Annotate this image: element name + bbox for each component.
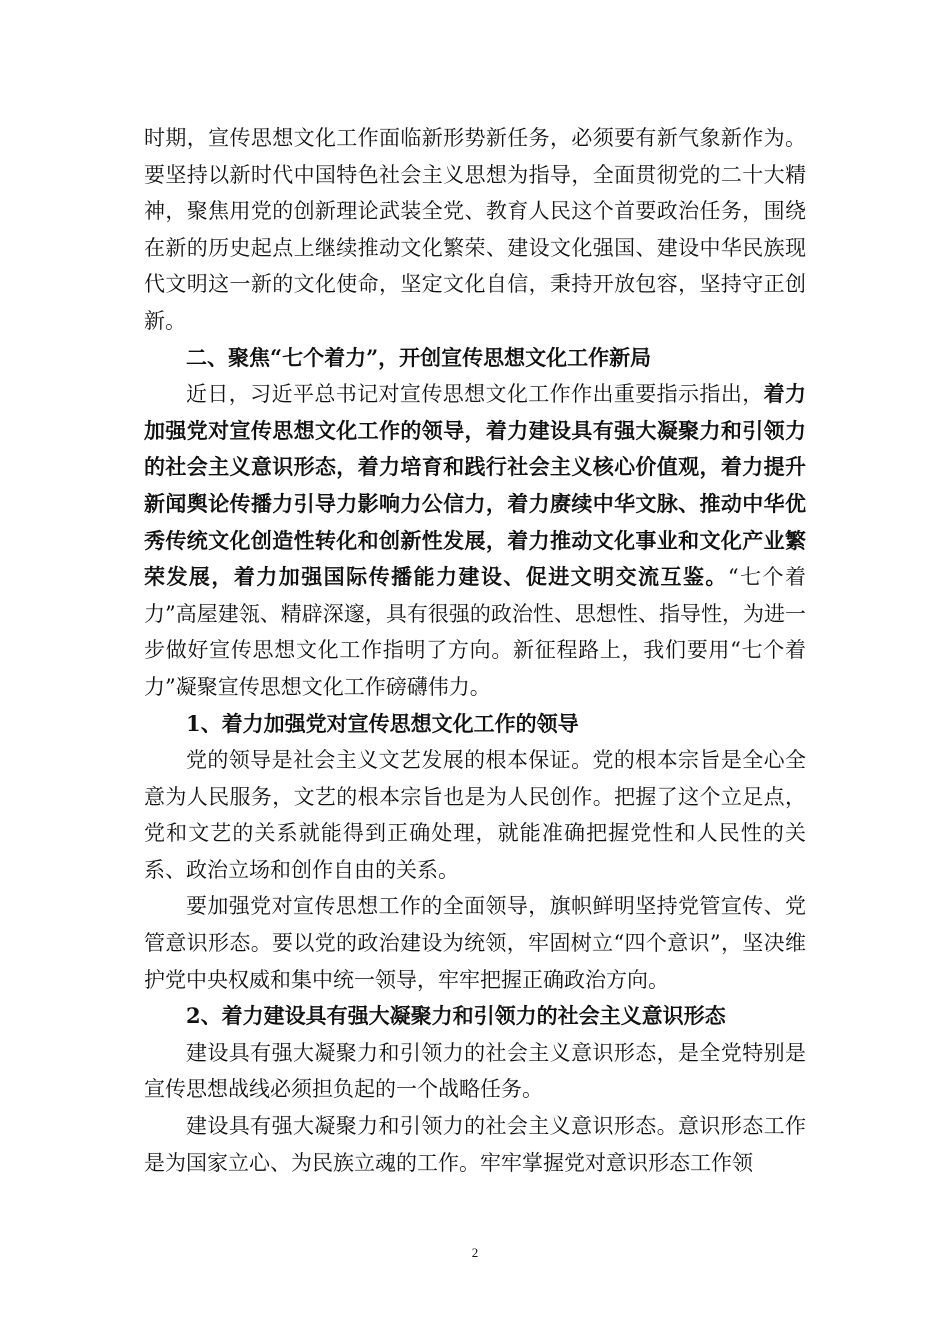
document-body (144, 120, 806, 1181)
paragraph: 要加强党对宣传思想工作的全面领导，旗帜鲜明坚持党管宣传、党管意识形态。要以党的政治建设为统领，牢固树立“四个意识”，坚决维护党中央权威和集中统一领导，牢牢把握正确政治方向。 (144, 894, 806, 992)
section-heading-2: 二、聚焦“七个着力”，开创宣传思想文化工作新局 (186, 344, 652, 370)
subheading-1: 1、着力加强党对宣传思想文化工作的领导 (186, 710, 579, 736)
page-number: 2 (471, 1245, 479, 1260)
paragraph-seven-efforts (144, 376, 806, 705)
paragraph: 党的领导是社会主义文艺发展的根本保证。党的根本宗旨是全心全意为人民服务，文艺的根本宗旨也是为人民创作。把握了这个立足点，党和文艺的关系就能得到正确处理，就能准确把握党性和人民性的关系、政治立场和创作自由的关系。 (144, 748, 806, 882)
paragraph: 建设具有强大凝聚力和引领力的社会主义意识形态。意识形态工作是为国家立心、为民族立魂的工作。牢牢掌握党对意识形态工作领 (144, 1114, 806, 1175)
paragraph-intro-text: 近日，习近平总书记对宣传思想文化工作作出重要指示指出， (186, 382, 764, 407)
subheading-2: 2、着力建设具有强大凝聚力和引领力的社会主义意识形态 (186, 1003, 726, 1029)
paragraph-tail-text: “七个着力”高屋建瓴、精辟深邃，具有很强的政治性、思想性、指导性，为进一步做好宣传思想文化工作指明了方向。新征程路上，我们要用“七个着力”凝聚宣传思想文化工作磅礴伟力。 (144, 565, 806, 699)
paragraph: 建设具有强大凝聚力和引领力的社会主义意识形态，是全党特别是宣传思想战线必须担负起的一个战略任务。 (144, 1040, 806, 1102)
paragraph-bold-text: 着力加强党对宣传思想文化工作的领导，着力建设具有强大凝聚力和引领力的社会主义意识形态，着力培育和践行社会主义核心价值观，着力提升新闻舆论传播力引导力影响力公信力，着力赓续中华文脉、推动中华优秀传统文化创造性转化和创新性发展，着力推动文化事业和文化产业繁荣发展，着力加强国际传播能力建设、促进文明交流互鉴。 (144, 381, 807, 590)
paragraph-continued: 时期，宣传思想文化工作面临新形势新任务，必须要有新气象新作为。要坚持以新时代中国特色社会主义思想为指导，全面贯彻党的二十大精神，聚焦用党的创新理论武装全党、教育人民这个首要政治任务，围绕在新的历史起点上继续推动文化繁荣、建设文化强国、建设中华民族现代文明这一新的文化使命，坚定文化自信，秉持开放包容，坚持守正创新。 (144, 126, 806, 333)
